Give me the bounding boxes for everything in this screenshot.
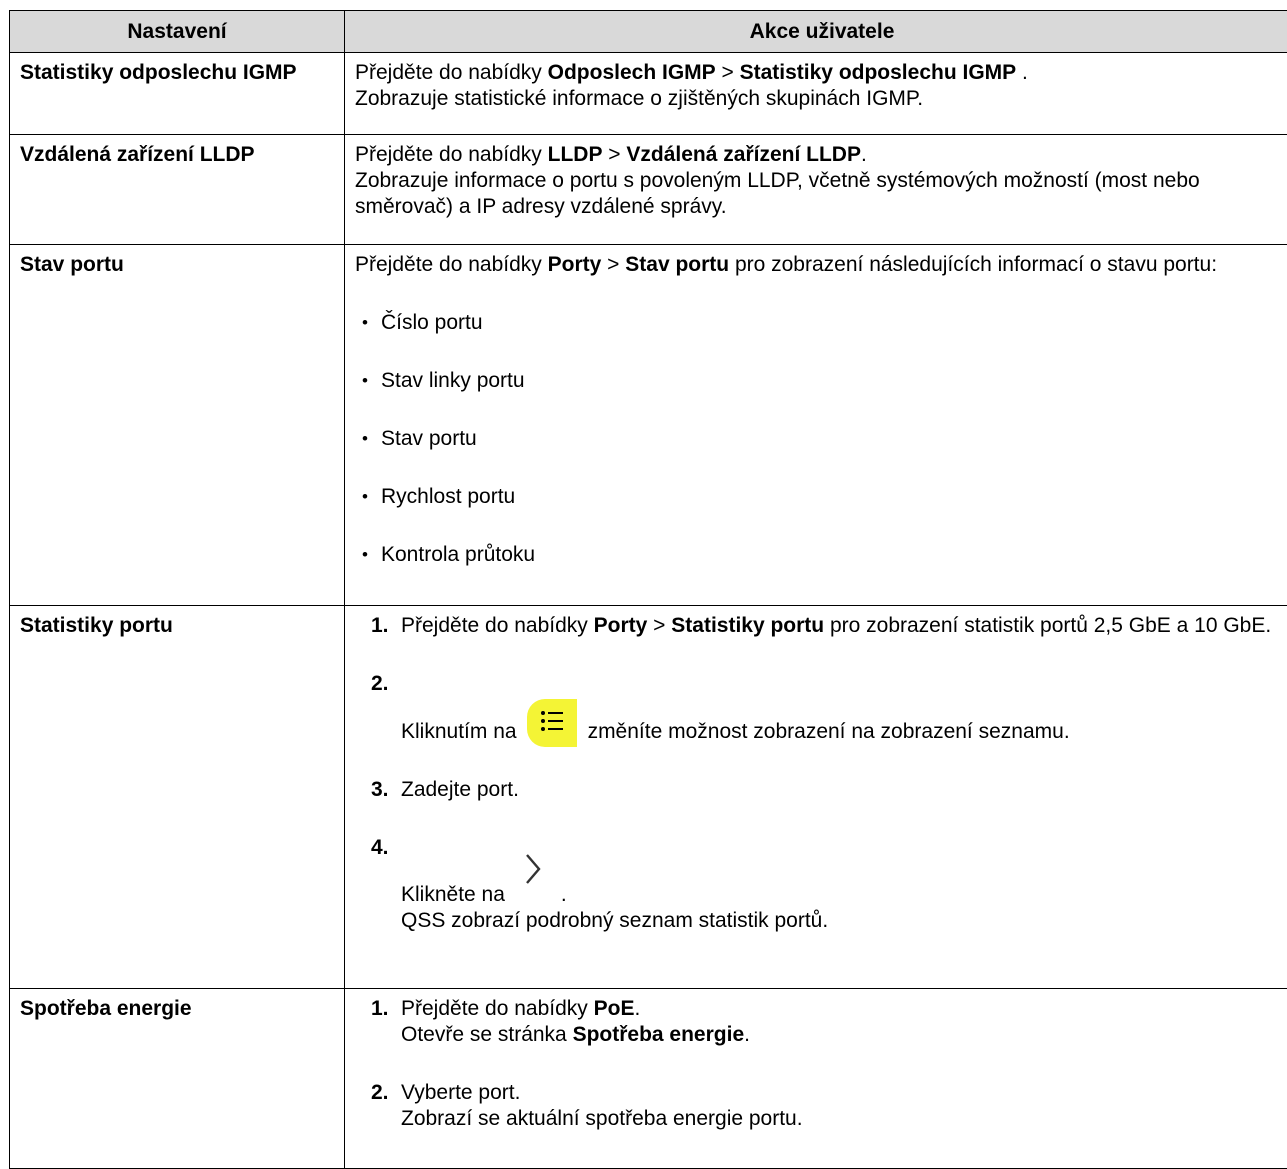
text: . xyxy=(561,883,567,906)
list-item: • Číslo portu xyxy=(355,310,1287,336)
text: . xyxy=(861,143,867,166)
text: . xyxy=(634,997,640,1020)
separator: > xyxy=(716,61,740,84)
chevron-right-icon[interactable] xyxy=(517,851,549,887)
menu-name: Porty xyxy=(594,614,648,637)
page-name: Spotřeba energie xyxy=(573,1023,745,1046)
text: pro zobrazení následujících informací o stavu portu: xyxy=(729,253,1217,276)
setting-name: Statistiky portu xyxy=(10,606,345,989)
list-item: • Stav linky portu xyxy=(355,368,1287,394)
menu-name: PoE xyxy=(594,997,635,1020)
text: Klikněte na xyxy=(401,883,505,906)
menu-name: Statistiky portu xyxy=(671,614,824,637)
step-number: 2. xyxy=(371,671,389,697)
menu-name: Statistiky odposlechu IGMP xyxy=(740,61,1017,84)
list-view-icon[interactable] xyxy=(527,699,577,747)
step-number: 1. xyxy=(371,613,389,639)
menu-name: Stav portu xyxy=(625,253,729,276)
menu-name: Vzdálená zařízení LLDP xyxy=(626,143,861,166)
text: Přejděte do nabídky xyxy=(355,61,548,84)
text: . xyxy=(1016,61,1028,84)
setting-name: Vzdálená zařízení LLDP xyxy=(10,135,345,245)
header-setting: Nastavení xyxy=(10,11,345,53)
text: Kliknutím na xyxy=(401,719,517,745)
text: Přejděte do nabídky xyxy=(401,997,594,1020)
step-body xyxy=(401,865,1287,908)
text: Přejděte do nabídky xyxy=(401,614,594,637)
step-number: 4. xyxy=(371,835,389,861)
user-action xyxy=(345,245,1287,606)
port-status-list xyxy=(355,310,1287,568)
user-action xyxy=(345,989,1287,1169)
setting-name: Stav portu xyxy=(10,245,345,606)
header-user-action: Akce uživatele xyxy=(345,11,1287,53)
text: změníte možnost zobrazení na zobrazení seznamu. xyxy=(588,719,1070,745)
text: pro zobrazení statistik portů 2,5 GbE a 10 GbE. xyxy=(824,614,1271,637)
table-header-row xyxy=(10,11,1287,53)
step xyxy=(355,996,1287,1048)
step xyxy=(355,835,1287,934)
power-steps xyxy=(355,996,1287,1132)
text: . xyxy=(744,1023,750,1046)
list-item: • Rychlost portu xyxy=(355,484,1287,510)
step xyxy=(355,1080,1287,1132)
text: Přejděte do nabídky xyxy=(355,143,548,166)
step-body xyxy=(355,691,1287,745)
description: Zobrazí se aktuální spotřeba energie portu. xyxy=(401,1106,1287,1132)
action-line xyxy=(355,142,1287,168)
menu-name: LLDP xyxy=(548,143,603,166)
action-line xyxy=(355,60,1287,86)
table-row xyxy=(10,245,1287,606)
text: Přejděte do nabídky xyxy=(355,253,548,276)
description xyxy=(401,1022,1287,1048)
separator: > xyxy=(647,614,671,637)
text: Otevře se stránka xyxy=(401,1023,573,1046)
description: Zobrazuje statistické informace o zjištěných skupinách IGMP. xyxy=(355,86,1287,112)
separator: > xyxy=(602,143,626,166)
action-line xyxy=(355,252,1287,278)
menu-name: Odposlech IGMP xyxy=(548,61,716,84)
description: Zobrazuje informace o portu s povoleným LLDP, včetně systémových možností (most nebo směrovač) a IP adresy vzdálené správy. xyxy=(355,168,1287,220)
text: Vyberte port. xyxy=(401,1080,1287,1106)
list-item: • Stav portu xyxy=(355,426,1287,452)
action-line xyxy=(401,996,1287,1022)
table-row xyxy=(10,53,1287,135)
user-action xyxy=(345,135,1287,245)
table-row xyxy=(10,135,1287,245)
port-stats-steps xyxy=(355,613,1287,934)
setting-name: Spotřeba energie xyxy=(10,989,345,1169)
description: QSS zobrazí podrobný seznam statistik portů. xyxy=(401,908,1287,934)
step-number: 1. xyxy=(371,996,389,1022)
user-action xyxy=(345,606,1287,989)
step xyxy=(355,671,1287,745)
setting-name: Statistiky odposlechu IGMP xyxy=(10,53,345,135)
separator: > xyxy=(601,253,625,276)
list-item: • Kontrola průtoku xyxy=(355,542,1287,568)
table-row xyxy=(10,989,1287,1169)
text: Zadejte port. xyxy=(401,778,519,801)
step-number: 3. xyxy=(371,777,389,803)
step-number: 2. xyxy=(371,1080,389,1106)
table-row xyxy=(10,606,1287,989)
settings-table xyxy=(9,10,1287,1169)
menu-name: Porty xyxy=(548,253,602,276)
user-action xyxy=(345,53,1287,135)
step xyxy=(355,613,1287,639)
step xyxy=(355,777,1287,803)
